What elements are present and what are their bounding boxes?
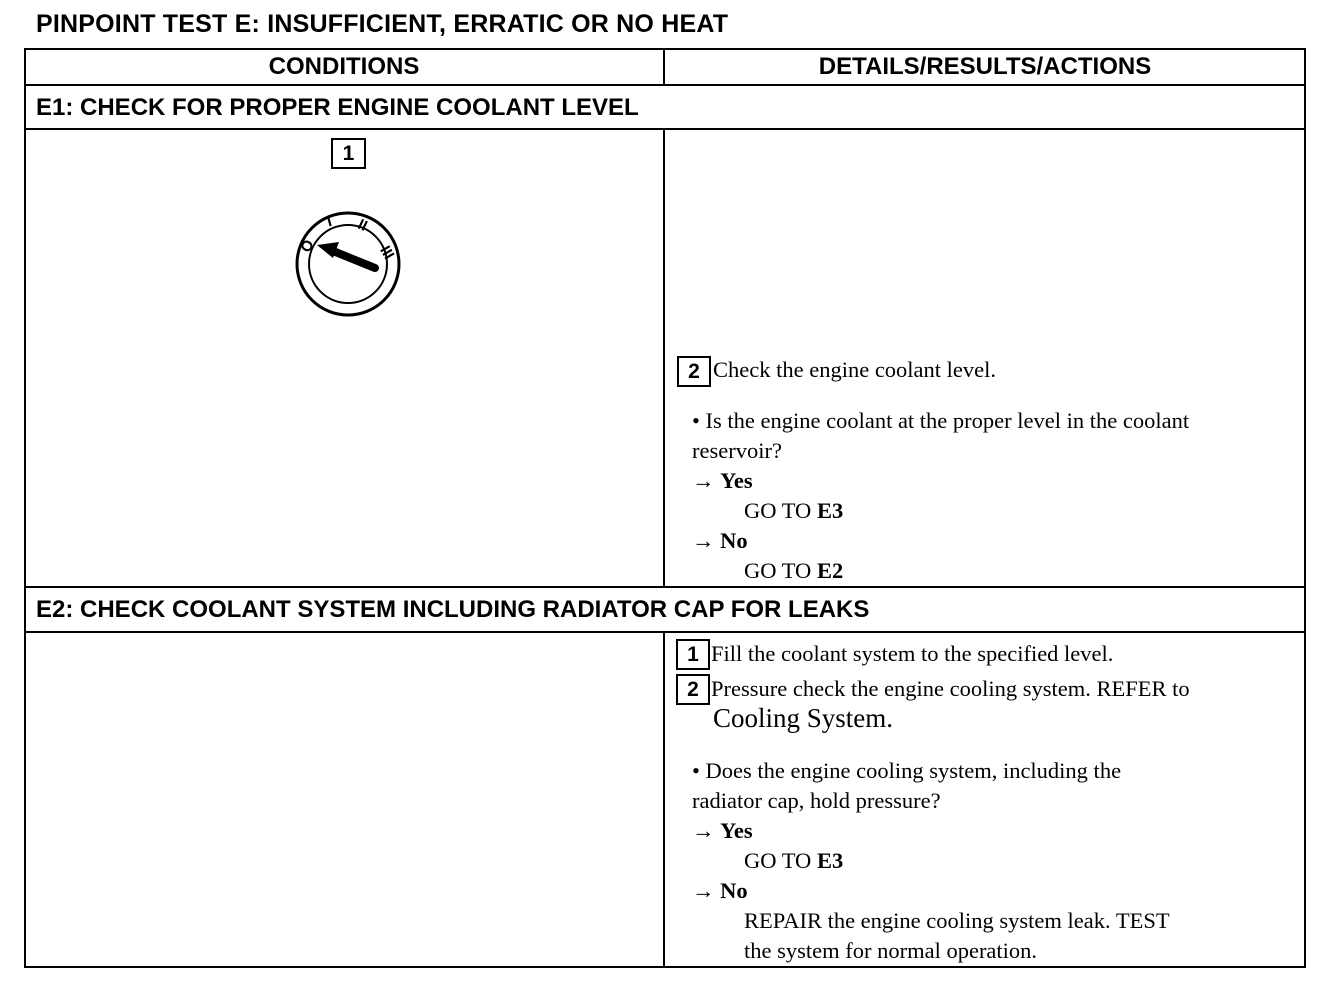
e1-heading-rule <box>24 128 1306 130</box>
e1-step2-text: Check the engine coolant level. <box>713 357 997 382</box>
e1-no-branch <box>692 528 748 554</box>
e2-step1-text: Fill the coolant system to the specified level. <box>711 641 1114 666</box>
dial-label-3: III <box>376 243 398 263</box>
column-divider-e1 <box>663 128 665 587</box>
e1-yes-action: GO TO E3 <box>744 498 844 523</box>
e1-yes-target: E3 <box>816 498 844 523</box>
e2-step1-number: 1 <box>676 639 710 670</box>
arrow-icon: → <box>692 878 715 903</box>
test-table <box>24 48 1306 968</box>
header-rule <box>24 84 1306 86</box>
arrow-icon: → <box>692 468 715 493</box>
e2-no-branch <box>692 878 748 904</box>
e2-step2-number: 2 <box>676 674 710 705</box>
e2-step2-reference: Cooling System. <box>713 703 894 733</box>
dial-label-2: II <box>355 215 370 235</box>
e2-question-line2: radiator cap, hold pressure? <box>692 788 941 813</box>
e2-step2-text: Pressure check the engine cooling system. REFER to <box>711 676 1190 701</box>
dial-label-off: O <box>297 236 318 256</box>
e1-question-line2: reservoir? <box>692 438 782 463</box>
e1-step2-number: 2 <box>677 356 711 387</box>
e1-no-label: No <box>720 528 748 553</box>
e2-heading: E2: CHECK COOLANT SYSTEM INCLUDING RADIATOR CAP FOR LEAKS <box>36 596 870 623</box>
e2-heading-rule <box>24 631 1306 633</box>
e1-yes-label: Yes <box>720 468 753 493</box>
column-header-conditions: CONDITIONS <box>268 53 420 80</box>
page-title: PINPOINT TEST E: INSUFFICIENT, ERRATIC OR NO HEAT <box>36 10 729 38</box>
e1-heading: E1: CHECK FOR PROPER ENGINE COOLANT LEVEL <box>36 94 639 121</box>
e2-yes-action: GO TO E3 <box>744 848 844 873</box>
e1-no-action: GO TO E2 <box>744 558 844 583</box>
e2-no-action-line1: REPAIR the engine cooling system leak. TEST <box>744 908 1170 933</box>
e2-no-label: No <box>720 878 748 903</box>
column-header-details: DETAILS/RESULTS/ACTIONS <box>818 53 1152 80</box>
arrow-icon: → <box>692 818 715 843</box>
e2-yes-branch <box>692 818 753 844</box>
dial-label-1: I <box>325 212 334 231</box>
arrow-icon: → <box>692 528 715 553</box>
e2-question-line1: • Does the engine cooling system, including the <box>692 758 1122 783</box>
ignition-switch-icon <box>289 208 407 318</box>
e1-step1-number: 1 <box>331 138 366 169</box>
e2-top-rule <box>24 586 1306 588</box>
e2-no-action-line2: the system for normal operation. <box>744 938 1038 963</box>
e1-yes-branch <box>692 468 753 494</box>
e2-yes-target: E3 <box>816 848 844 873</box>
e2-yes-label: Yes <box>720 818 753 843</box>
e1-question-line1: • Is the engine coolant at the proper level in the coolant <box>692 408 1190 433</box>
e1-no-target: E2 <box>816 558 844 583</box>
column-divider-e2 <box>663 631 665 968</box>
